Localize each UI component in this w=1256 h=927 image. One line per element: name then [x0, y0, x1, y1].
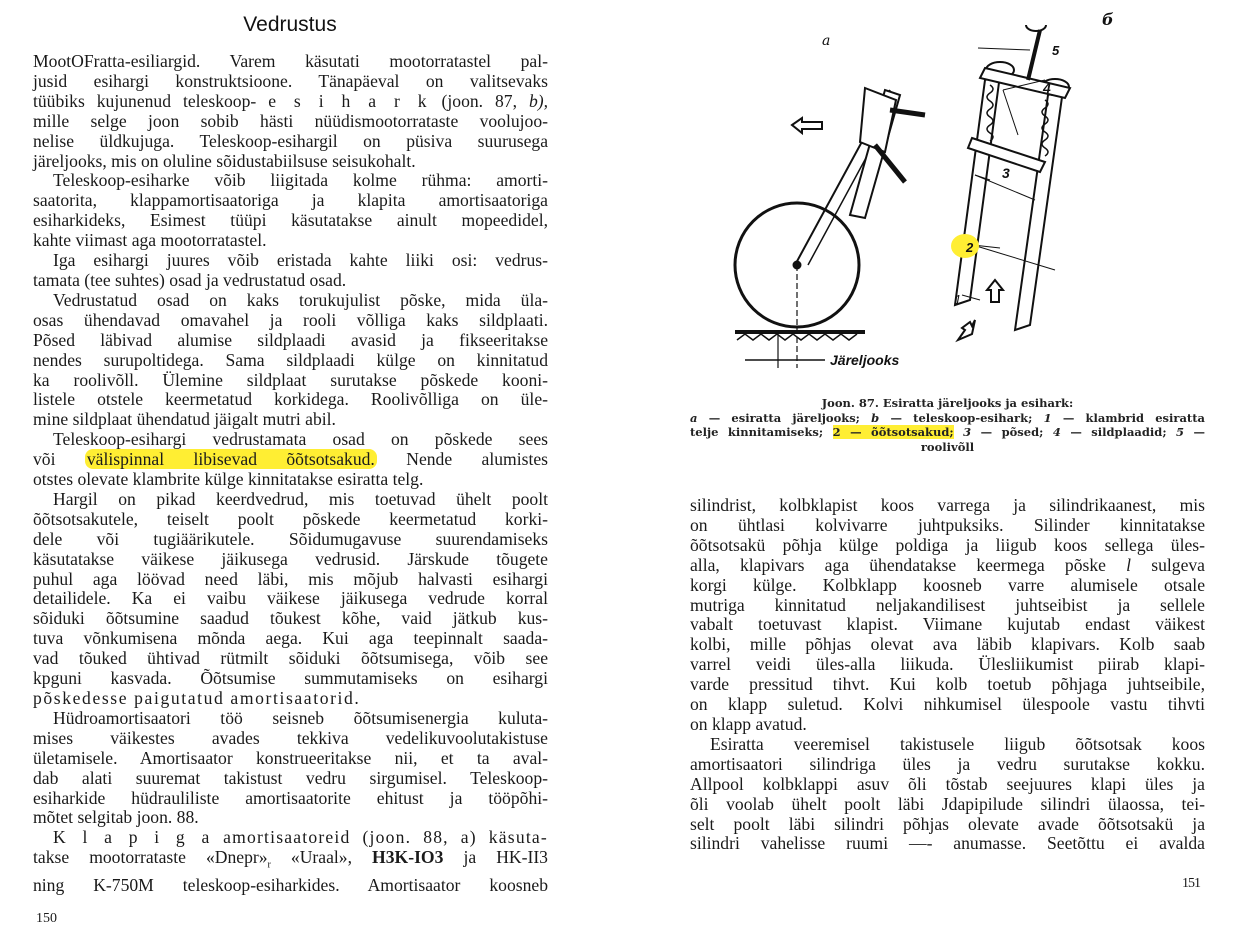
- text-line: ning K-750M teleskoop-esiharkides. Amortisaator koosneb: [33, 874, 548, 895]
- text-line: varrel veidi üles-alla liikuda. Ülesliikumist piirab klapi-: [690, 654, 1205, 675]
- illustration-a: [735, 88, 925, 368]
- figure-87: [700, 0, 1220, 390]
- text-line: amortisaatori silindriga üles ja vedru surutakse kokku.: [690, 753, 1205, 774]
- caption-line: a — esiratta järeljooks; b — teleskoop-esihark; 1 — klambrid esiratta: [690, 410, 1205, 425]
- arrow-down-icon: [958, 320, 975, 340]
- text-line: järeljooks, mis on oluline sõidustabiilsuse seisukohalt.: [33, 150, 416, 171]
- text-line: Hargil on pikad keerdvedrud, mis toetuvad ühelt poolt: [53, 488, 548, 509]
- figure-label-b: б: [1102, 10, 1114, 29]
- text-line: mõtet selgitab joon. 88.: [33, 807, 199, 828]
- text-line: nendes surupoltidega. Sama sildplaadi külge on kinnitatud: [33, 349, 548, 370]
- caption-line: telje kinnitamiseks; 2 — õõtsotsakud; 3 — põsed; 4 — sildplaadid; 5 —: [690, 425, 1206, 439]
- part-label-3: 3: [1002, 165, 1010, 181]
- text-line: tuva võnkumisena mõnda aega. Kui aga teepinnalt saada-: [33, 628, 548, 649]
- text-line: jusid esihargi konstruktsioone. Tänapäeval on valitsevaks: [33, 70, 548, 91]
- rotate-icon: [1026, 25, 1046, 31]
- text-line: õõtsotsakutele, teiselt poolt põskede keermetatud korki-: [33, 508, 548, 529]
- text-line: Teleskoop-esiharke võib liigitada kolme rühma: amorti-: [53, 170, 548, 191]
- text-line: osas ühendavad omavahel ja rooli võlliga kaks sildplaati.: [33, 309, 548, 330]
- text-line: põskedesse paigutatud amortisaatorid.: [33, 688, 361, 708]
- text-line: esiharkideks, Esimest tüüpi käsutatakse ainult mopeedidel,: [33, 210, 548, 231]
- text-line: varde pressitud tihvt. Kui kolb toetub põhjaga juhtseibile,: [690, 674, 1205, 695]
- text-line: õli voolab ühelt poolt läbi Jdapipilude silindri ülaossa, tei-: [690, 793, 1205, 814]
- text-line: puhul aga löövad need läbi, mis mõjub halvasti esihargi: [33, 568, 548, 589]
- left-page-body: [33, 52, 548, 896]
- text-line: silindrist, kolbklapist koos varrega ja silindrikaanest, mis: [690, 495, 1205, 515]
- caption-title: Joon. 87. Esiratta järeljooks ja esihark:: [821, 396, 1074, 410]
- text-line: Vedrustatud osad on kaks torukujulist põske, mida üla-: [53, 289, 548, 310]
- text-line: K l a p i g a amortisaatoreid (joon. 88, a) käsuta-: [53, 827, 548, 848]
- text-line: või välispinnal libisevad õõtsotsakud. Nende alumistes: [33, 449, 548, 470]
- text-line: mutriga kinnitatud neljakandilisest juhtseibist ja sellele: [690, 594, 1205, 615]
- text-line: MootOFratta-esiliargid. Varem käsutati mootorratastel pal-: [33, 51, 548, 71]
- text-line: tüübiks kujunenud teleskoop- e s i h a r k (joon. 87, b),: [33, 90, 548, 111]
- text-line: takse mootorrataste «$Dnepr»_r$ «Uraal», H3K-IO3 ja HK-II3: [33, 847, 548, 871]
- text-line: Esiratta veeremisel takistusele liigub õõtsotsak koos: [710, 733, 1205, 754]
- text-line: kolbi, mille põhjas olevat ava läbib klapivars. Kolb saab: [690, 634, 1205, 655]
- text-line: vabalt toetuvast klapist. Viimane kujutab endast väikest: [690, 614, 1205, 635]
- text-line: on klapp suletud. Kolvi nihkumisel ülespoole vastu tihvti: [690, 694, 1205, 715]
- illustration-b: [955, 25, 1070, 340]
- text-line: esiharkide hüdrauliliste amortisaatorite ehitust ja tööpõhi-: [33, 787, 548, 808]
- text-line: detailidele. Ka ei vaibu väikese jäikusega vedrude korral: [33, 588, 548, 609]
- text-line: Iga esihargi juures võib eristada kahte liiki osi: vedrus-: [53, 250, 548, 271]
- caption-line: roolivõll: [920, 439, 975, 454]
- text-line: Teleskoop-esihargi vedrustamata osad on põskede sees: [53, 429, 548, 450]
- trail-label: Järeljooks: [830, 352, 900, 368]
- text-line: ka roolivõll. Ülemine sildplaat surutakse põskede kooni-: [33, 369, 548, 390]
- text-line: on ühtlasi kolvivarre juhtpuksiks. Silinder kinnitatakse: [690, 514, 1205, 535]
- text-line: mille selge joon sobib hästi nüüdismootorrataste voolujoo-: [33, 110, 548, 131]
- spaced-term: e s i h a r k: [268, 90, 430, 111]
- text-line: dele või tugiäärikutele. Sõidumugavuse suurendamiseks: [33, 528, 548, 549]
- text-line: mine sildplaat ühendatud jäigalt mutri abil.: [33, 409, 336, 430]
- text-line: otstes olevate klambrite külge kinnitatakse esiratta telg.: [33, 469, 424, 490]
- right-page-body: [690, 496, 1205, 854]
- text-line: õõtsotsakü põhja külge poldiga ja liigub koos sellega üles-: [690, 534, 1205, 555]
- text-line: vad tõuked ühtivad rütmilt sõiduki õõtsumisega, võib see: [33, 648, 548, 669]
- text-line: saatorita, klappamortisaatoriga ja klapita amortisaatoriga: [33, 190, 548, 211]
- part-label-2: 2: [966, 240, 974, 255]
- page-title: Vedrustus: [243, 13, 337, 36]
- bold-model: H3K-IO3: [372, 847, 444, 868]
- text-line: selt poolt läbi silindri põhjas olevate avade õõtsotsakü ja: [690, 813, 1205, 834]
- text-line: mises väikestes avades tekkiva vedelikuvoolutakistuse: [33, 727, 548, 748]
- text-line: silindri vahelisse ruumi —- anumasse. Seetõttu ei avalda: [690, 833, 1205, 854]
- text-line: kahte viimast aga mootorratastel.: [33, 230, 267, 251]
- text-line: nelise üldkujuga. Teleskoop-esihargil on püsiva suurusega: [33, 130, 548, 151]
- figure-label-a: a: [822, 33, 831, 49]
- part-label-5: 5: [1052, 43, 1060, 58]
- spaced-term: K l a p i g a: [53, 827, 213, 848]
- highlighted-text: 2 — õõtsotsakud;: [832, 425, 954, 439]
- text-line: dab alati suuremat takistust vedru sirgumisel. Teleskoop-: [33, 767, 548, 788]
- arrow-up-icon: [987, 280, 1003, 302]
- part-label-1: 1: [954, 292, 962, 307]
- text-line: listele otstele keermetatud korkidega. Roolivõlliga on üle-: [33, 389, 548, 410]
- highlight-mark: [951, 234, 979, 258]
- text-line: on klapp avatud.: [690, 713, 807, 734]
- text-line: Põsed läbivad alumise sildplaadi avasid ja fikseeritakse: [33, 329, 548, 350]
- highlighted-text: välispinnal libisevad õõtsotsakud.: [86, 449, 375, 470]
- text-line: kpguni kasvada. Õõtsumise summutamiseks on esihargi: [33, 668, 548, 689]
- text-line: Allpool kolbklappi asuv õli tõstab seejuures klapi üles ja: [690, 773, 1205, 794]
- text-line: käsutatakse väikese jäikusega vedrusid. Järskude tõugete: [33, 548, 548, 569]
- text-line: Hüdroamortisaatori töö seisneb õõtsumisenergia kuluta-: [53, 707, 548, 728]
- part-label-4: 4: [1043, 80, 1051, 96]
- page-number-left: 150: [36, 911, 57, 926]
- fork-illustration: [700, 0, 1220, 390]
- text-line: sõiduki õõtsumine saadud tõukest kõhe, vaid jätkub kus-: [33, 608, 548, 629]
- text-line: ületamisele. Amortisaator konstrueeritakse nii, et ta aval-: [33, 747, 548, 768]
- figure-caption: [690, 396, 1205, 454]
- text-line: alla, klapivars aga ühendatakse keermega põske l sulgeva: [690, 554, 1205, 575]
- text-line: tamata (tee suhtes) osad ja vedrustatud osad.: [33, 269, 347, 290]
- text-line: korgi külge. Kolbklapp koosneb varre alumisele otsale: [690, 574, 1205, 595]
- arrow-left-icon: [792, 118, 822, 133]
- page-number-right: 151: [1182, 876, 1200, 891]
